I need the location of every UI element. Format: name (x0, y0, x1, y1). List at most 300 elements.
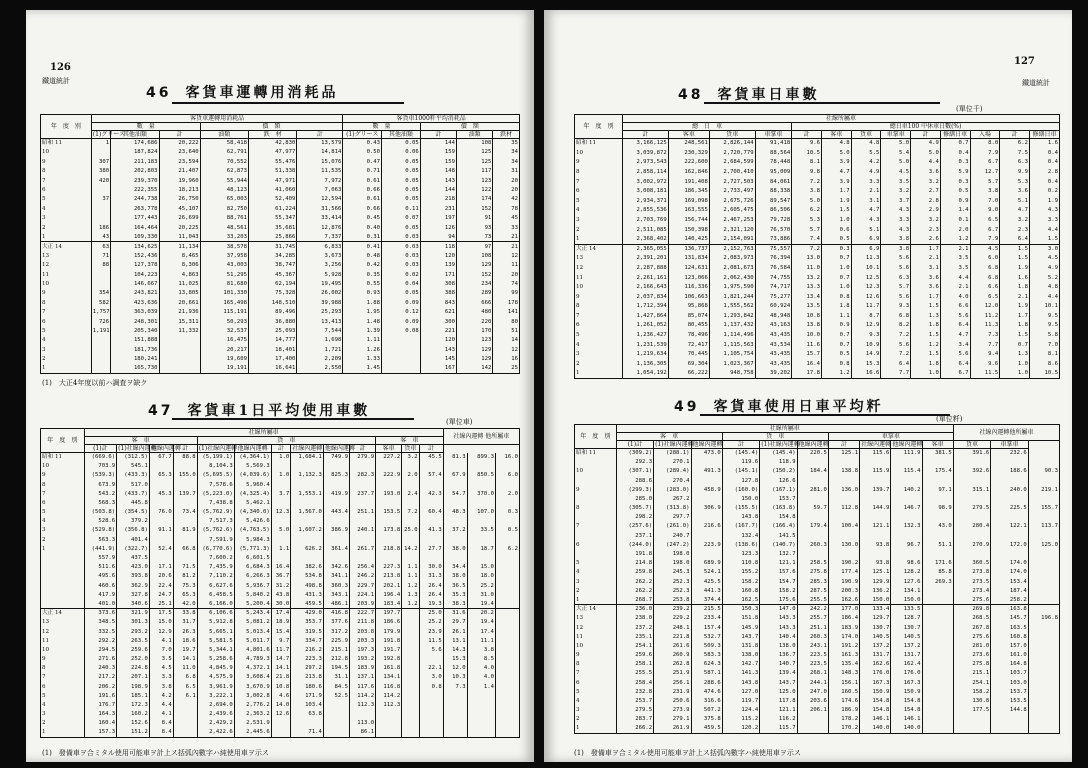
table-cell: 6.3 (881, 273, 911, 283)
table-cell: 25.2 (419, 618, 443, 627)
table-cell: 1.2 (402, 600, 419, 609)
table-cell (922, 476, 953, 485)
table-cell: 174.0 (991, 559, 1028, 568)
table-cell (291, 498, 324, 507)
table-cell: (4,340.0) (234, 508, 271, 517)
table-cell: 55,347 (249, 214, 297, 223)
table-cell: 206.1 (797, 706, 828, 715)
table-cell: 1.88 (343, 298, 382, 307)
table-cell: (4,364.1) (234, 453, 271, 462)
year-cell: 10 (575, 467, 617, 476)
table-cell: 5,344.1 (197, 645, 234, 654)
table-cell: 6.5 (970, 215, 1000, 225)
table-cell: 33,203 (200, 232, 248, 241)
table-cell: (6,770.6) (197, 544, 234, 553)
table-cell: 152.6 (117, 719, 150, 728)
t48-col-header: 修繕日車 (940, 131, 970, 139)
table-cell: 1.8 (1000, 282, 1030, 292)
table-row (575, 687, 1060, 696)
t49-col-header: 他線內運轉 (892, 441, 923, 448)
table-cell: 157.6 (760, 568, 797, 577)
table-cell: 255.7 (797, 614, 828, 623)
table-cell: 227.2 (376, 453, 402, 462)
table-cell (891, 531, 922, 540)
table-cell: 216.6 (691, 522, 722, 531)
table-cell: 223.9 (691, 540, 722, 549)
table-cell: 5,243.4 (234, 609, 271, 618)
table-cell: 4.7 (940, 330, 970, 340)
table-cell: 14.9 (851, 350, 881, 360)
table-cell (402, 710, 419, 719)
table-cell: 1.0 (911, 369, 941, 379)
table-cell: 17.4 (467, 627, 495, 636)
table-cell: 186 (91, 223, 110, 232)
table-cell (419, 554, 443, 563)
table-cell: 2,727,503 (709, 177, 755, 187)
table-cell: 163.5 (991, 623, 1028, 632)
table-cell: 164.3 (84, 710, 117, 719)
table-cell: 19,495 (297, 279, 343, 288)
table-cell (402, 636, 419, 645)
table-cell: 248,561 (668, 139, 709, 149)
table-cell: 1,975,590 (709, 282, 755, 292)
table-cell: 568.3 (84, 498, 117, 507)
table-cell: 25 (493, 364, 520, 373)
table-cell: 316.6 (691, 697, 722, 706)
table-row (41, 242, 520, 251)
table-cell: 1.95 (343, 308, 382, 317)
table-cell: 43,435 (755, 359, 792, 369)
table-cell: 158.2 (722, 577, 759, 586)
year-cell: 9 (575, 485, 617, 494)
table-row (575, 244, 1060, 254)
table-cell: 151.2 (117, 728, 150, 737)
table-cell: 6.4 (881, 359, 911, 369)
table-cell: 115.7 (760, 724, 797, 733)
table-row (575, 531, 1060, 540)
table-cell (376, 728, 402, 737)
table-cell: 0.4 (1029, 177, 1059, 187)
table-cell: 2,855,536 (623, 206, 669, 216)
table-row (575, 596, 1060, 605)
table-cell: 9.8 (792, 167, 822, 177)
table-cell: 293.2 (117, 627, 150, 636)
table-cell: 1.5 (911, 330, 941, 340)
year-cell: 5 (41, 508, 85, 517)
table-cell: 147.0 (760, 605, 797, 614)
table-cell (467, 554, 495, 563)
t46-col-header: 鉄材 (493, 131, 520, 139)
table48-title-text: 客貨車日車數 (717, 87, 820, 103)
table-cell: 66,222 (668, 369, 709, 379)
table-cell (922, 596, 953, 605)
table-row (575, 359, 1060, 369)
table-cell: 0.71 (343, 167, 382, 176)
table-cell: 263.5 (117, 636, 150, 645)
table-row (41, 618, 520, 627)
table-cell: 2,467,253 (709, 215, 755, 225)
table-cell: 532.7 (691, 632, 722, 641)
table-cell: 341.1 (323, 572, 349, 581)
table-cell (467, 462, 495, 471)
table-row (41, 471, 520, 480)
table-cell: 30.0 (271, 600, 291, 609)
table-cell: 136.2 (860, 586, 891, 595)
table-cell: 1.26 (343, 345, 382, 354)
table-cell (495, 563, 519, 572)
table-cell (419, 710, 443, 719)
table-cell: 6.4 (1000, 234, 1030, 244)
table-cell (922, 724, 953, 733)
table-cell: 114.2 (376, 691, 402, 700)
table-cell: 273.5 (953, 577, 990, 586)
table-cell: 4.0 (467, 664, 495, 673)
table-cell: 6.0 (495, 471, 519, 480)
table-cell: 120 (420, 251, 456, 260)
table-row (575, 311, 1060, 321)
table-cell: 38.3 (443, 600, 467, 609)
table-row (41, 453, 520, 462)
table-cell: 136,737 (668, 244, 709, 254)
table-cell: 33,414 (297, 214, 343, 223)
table-cell: 177.5 (953, 706, 990, 715)
year-cell: 7 (575, 177, 623, 187)
table-cell: 25,866 (249, 232, 297, 241)
table-cell (495, 719, 519, 728)
table-cell: 0.3 (940, 158, 970, 168)
table-cell: 1.3 (402, 590, 419, 599)
table-cell: 14.7 (271, 655, 291, 664)
table-cell (991, 494, 1028, 503)
table-cell: 2,605,475 (709, 206, 755, 216)
table-cell: 1.2 (402, 581, 419, 590)
table-cell: 162,846 (668, 167, 709, 177)
table-cell (691, 550, 722, 559)
year-cell: 大正 14 (41, 609, 85, 618)
table-cell: 1.7 (911, 292, 941, 302)
table-cell: 0.3 (495, 508, 519, 517)
table-cell: 35,681 (249, 223, 297, 232)
table-cell: 91,418 (755, 139, 792, 149)
table-cell: 25,093 (249, 326, 297, 335)
table-cell (91, 364, 110, 373)
table-cell: 227.3 (376, 563, 402, 572)
table-cell: 4.8 (851, 139, 881, 149)
t49-col-header: 他線內運轉 (798, 441, 829, 448)
table-row (41, 157, 520, 166)
table-cell: 563.3 (84, 535, 117, 544)
t48-grp-per100: 總日車100 中休車日數(%) (792, 123, 1060, 131)
table-cell: 373.6 (84, 609, 117, 618)
table-cell: 67.9 (443, 471, 467, 480)
table-cell: 4.5 (149, 664, 173, 673)
table-cell: 7,578.6 (197, 480, 234, 489)
table-cell (91, 148, 110, 157)
table-cell: 401.4 (117, 535, 150, 544)
table-cell (323, 498, 349, 507)
table-cell: (356.8) (117, 526, 150, 535)
table-cell: 5.6 (881, 263, 911, 273)
year-cell: 12 (41, 261, 92, 270)
table-cell: 4.8 (1029, 282, 1059, 292)
table-cell: 1,115,563 (709, 340, 755, 350)
table-cell: 144 (420, 185, 456, 194)
table-cell: 260.3 (797, 540, 828, 549)
year-cell: 11 (575, 632, 617, 641)
table-cell (891, 476, 922, 485)
table-cell: 7.7 (881, 369, 911, 379)
table-cell: 21,407 (159, 167, 200, 176)
table-cell: 115.2 (722, 715, 759, 724)
table-cell: 3.8 (792, 186, 822, 196)
table-cell: 1.3 (1000, 350, 1030, 360)
table-cell: 198.0 (654, 550, 691, 559)
table-cell (953, 513, 990, 522)
t47-grp-kyakusha: 客 車 (376, 437, 444, 445)
table-cell: 11.0 (173, 664, 197, 673)
table-cell: 2,675,726 (709, 196, 755, 206)
table-cell: 194.5 (323, 664, 349, 673)
table-row (41, 535, 520, 544)
table-cell: 224.8 (117, 664, 150, 673)
table-cell: 1.2 (940, 234, 970, 244)
table-cell: 3.1 (851, 196, 881, 206)
table-cell: 7.3 (443, 682, 467, 691)
table-cell: 12.9 (149, 627, 173, 636)
table-cell: 248,301 (111, 317, 159, 326)
table-cell: 275.8 (797, 568, 828, 577)
year-cell: 9 (41, 157, 92, 166)
table-cell: 131.8 (722, 641, 759, 650)
table-cell: 91 (457, 214, 493, 223)
table-cell: 334.7 (291, 636, 324, 645)
table-cell: 223.5 (797, 651, 828, 660)
table-cell: 1.8 (911, 321, 941, 331)
table-cell: 5.0 (792, 196, 822, 206)
year-cell: 3 (575, 706, 617, 715)
table-row (575, 513, 1060, 522)
table-row (41, 673, 520, 682)
table-cell: 78,448 (755, 158, 792, 168)
table-cell (922, 605, 953, 614)
table-cell: 2.1 (911, 254, 941, 264)
table-cell: 118.9 (760, 458, 797, 467)
table-cell: 7.2 (881, 330, 911, 340)
table-cell: 252.3 (654, 577, 691, 586)
table-row (575, 467, 1060, 476)
table-cell: 557.9 (84, 554, 117, 563)
table-row (575, 623, 1060, 632)
table-cell: 6.7 (970, 158, 1000, 168)
year-cell: 8 (575, 167, 623, 177)
table-cell: 215.1 (323, 645, 349, 654)
table-cell: 93 (457, 223, 493, 232)
table-row (41, 664, 520, 673)
year-cell: 2 (41, 354, 92, 363)
table-cell: 1.1 (402, 572, 419, 581)
table-cell: 162.4 (891, 660, 922, 669)
table-cell (467, 719, 495, 728)
table-cell: 2,209 (297, 354, 343, 363)
table-cell: 143.3 (760, 614, 797, 623)
table-cell: 126 (420, 223, 456, 232)
table-cell: 16.6 (851, 369, 881, 379)
table-cell: 8,104.3 (197, 462, 234, 471)
table-cell (291, 554, 324, 563)
table-cell: 7.0 (149, 645, 173, 654)
table-cell (860, 494, 891, 503)
table-cell: 109,330 (111, 232, 159, 241)
table-cell: 423,636 (111, 298, 159, 307)
table-cell: (529.8) (84, 526, 117, 535)
table-cell: 237.1 (616, 531, 653, 540)
table-cell: 268.7 (616, 596, 653, 605)
table-cell: 279.9 (350, 453, 376, 462)
table-cell: 155.7 (1028, 504, 1059, 513)
year-cell: 10 (41, 645, 85, 654)
table-cell (1028, 605, 1059, 614)
t48-col-header: 計 (911, 131, 941, 139)
table-cell: 41.3 (419, 526, 443, 535)
table-cell: 139.7 (860, 485, 891, 494)
table-cell: 3.2 (911, 215, 941, 225)
table-cell: 136.7 (760, 651, 797, 660)
table-cell: 231.9 (654, 687, 691, 696)
table-cell: 51,338 (249, 167, 297, 176)
table-cell: 141.3 (722, 669, 759, 678)
table-cell (922, 586, 953, 595)
year-cell (575, 513, 617, 522)
table-cell: (4,039.6) (234, 471, 271, 480)
table-cell: (441.9) (84, 544, 117, 553)
table-cell: 125 (457, 148, 493, 157)
table-cell: 1.0 (821, 263, 851, 273)
table-cell: 5.6 (881, 340, 911, 350)
table-cell: 509.3 (691, 641, 722, 650)
table-cell: 45.5 (419, 453, 443, 462)
year-cell: 9 (41, 289, 92, 298)
table-cell: 31,566 (297, 204, 343, 213)
table-cell: 3.8 (467, 645, 495, 654)
table-cell: 115.9 (860, 467, 891, 476)
table-row (575, 254, 1060, 264)
table-row (41, 279, 520, 288)
table-cell: 1.0 (271, 471, 291, 480)
table-cell: 94 (420, 232, 456, 241)
table-cell: (150.2) (760, 467, 797, 476)
table-cell: 186,345 (668, 186, 709, 196)
table-cell: 235.1 (616, 632, 653, 641)
table-cell (159, 354, 200, 363)
table-cell: (5,771.3) (234, 544, 271, 553)
table-row (41, 636, 520, 645)
table-cell: 3.7 (271, 489, 291, 498)
table-cell: 8.2 (881, 321, 911, 331)
table-cell (173, 535, 197, 544)
table-cell: 5,011.7 (234, 636, 271, 645)
table-cell: 71.4 (291, 728, 324, 737)
t48-col-header: 貨車 (709, 131, 755, 139)
t49-grp-kasha: 貨 車 (722, 433, 828, 441)
table-cell: 361.4 (323, 544, 349, 553)
t46-col-header: 油類 (457, 131, 493, 139)
table-cell: (354.5) (117, 508, 150, 517)
table-cell (402, 517, 419, 526)
table-cell: 25.1 (149, 600, 173, 609)
table-cell: 150,398 (668, 225, 709, 235)
table-cell: 253.8 (654, 596, 691, 605)
table-cell: 143 (420, 176, 456, 185)
table-cell: 5.7 (970, 177, 1000, 187)
table-cell: 0.7 (1000, 340, 1030, 350)
table-cell (1028, 687, 1059, 696)
table-cell (402, 645, 419, 654)
table-cell: 10.8 (271, 682, 291, 691)
table-row (41, 261, 520, 270)
table-cell: 6,601.5 (234, 554, 271, 563)
table-cell: 112.3 (350, 701, 376, 710)
table-cell (495, 645, 519, 654)
table-cell: 160.8 (991, 632, 1028, 641)
year-cell (41, 581, 85, 590)
table-cell: 1,712,394 (623, 302, 669, 312)
t46-col-header: 計 (420, 131, 456, 139)
table-cell (922, 632, 953, 641)
table-cell: 666 (457, 298, 493, 307)
table-cell: 11.3 (970, 321, 1000, 331)
table-cell: 1,427,864 (623, 311, 669, 321)
table-cell: 270.9 (953, 540, 990, 549)
table-cell: 162.5 (722, 596, 759, 605)
table-cell (495, 664, 519, 673)
table-cell: 8.1 (1029, 350, 1059, 360)
table-cell: 13.1 (443, 636, 467, 645)
table-row (41, 185, 520, 194)
table-cell: 33.8 (173, 609, 197, 618)
table-cell: 180,241 (111, 354, 159, 363)
table-cell: 20,222 (159, 139, 200, 148)
table-cell: (145.1) (722, 467, 759, 476)
table-cell: 445.8 (117, 498, 150, 507)
table-row (575, 641, 1060, 650)
table-cell: 5.0 (881, 139, 911, 149)
table-cell: 14.3 (443, 645, 467, 654)
table-cell: 420 (91, 176, 110, 185)
table-cell: 2,422.6 (197, 728, 234, 737)
table-cell (922, 651, 953, 660)
table-cell (922, 697, 953, 706)
table-cell: 172.0 (991, 540, 1028, 549)
table-cell: 1.8 (911, 359, 941, 369)
year-cell: 12 (575, 263, 623, 273)
table-cell: 54.7 (443, 489, 467, 498)
table-cell: 5.0 (881, 158, 911, 168)
table-cell: 6,627.6 (197, 581, 234, 590)
table-cell: 106,663 (668, 292, 709, 302)
table-cell: 48,561 (200, 223, 248, 232)
table-cell (402, 535, 419, 544)
table-cell: 88,564 (755, 148, 792, 158)
table-cell: 3.8 (881, 244, 911, 254)
table-cell: 4.4 (911, 158, 941, 168)
table-cell: 193.0 (376, 489, 402, 498)
table-cell: 36,880 (249, 317, 297, 326)
year-cell: 3 (575, 577, 617, 586)
table-cell: 17.5 (149, 609, 173, 618)
table-cell: 178 (493, 298, 520, 307)
table-cell: 100.4 (828, 522, 859, 531)
table-cell: (309.2) (616, 449, 653, 458)
